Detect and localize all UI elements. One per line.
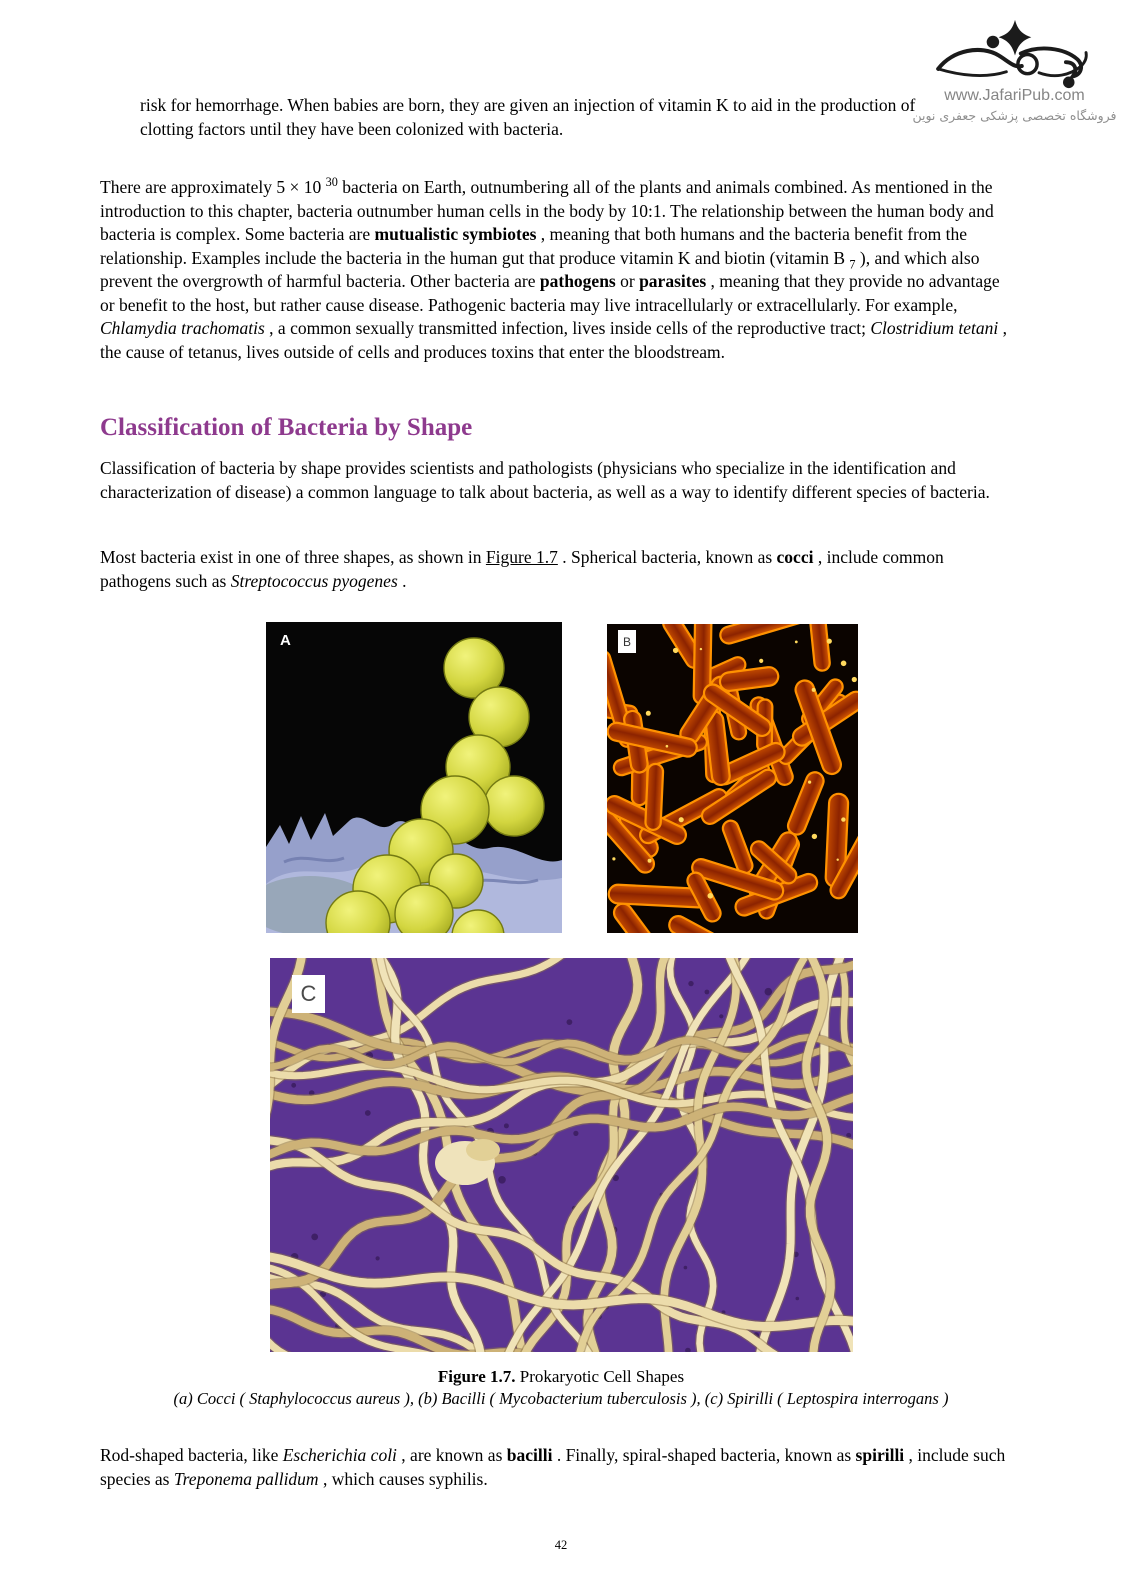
- jafaripub-calligraphy-logo: [931, 18, 1099, 90]
- text-run: bacteria on Earth, outnumbering all of the plants and animals combined. As mentioned in the introduction to this chapter, bacteria outnumber human cells in the body by 10:1. The relationship between the human body and bacteria is complex. Some bacteria are: [100, 177, 994, 244]
- text-run: or: [615, 271, 640, 291]
- superscript-exponent: 30: [325, 175, 338, 190]
- paragraph-bacteria-overview: [100, 176, 1016, 364]
- term-bacilli: bacilli: [506, 1445, 553, 1465]
- text-run: Rod-shaped bacteria, like: [100, 1445, 283, 1465]
- paragraph-three-shapes: [100, 546, 1016, 593]
- figure-caption: [0, 1367, 1122, 1387]
- text-run: There are approximately 5 × 10: [100, 177, 326, 197]
- species-streptococcus-pyogenes: Streptococcus pyogenes: [230, 570, 398, 591]
- paragraph-vitamin-k: [140, 94, 918, 141]
- text-run: , include common pathogens such as: [100, 547, 944, 591]
- term-cocci: cocci: [776, 547, 814, 567]
- term-spirilli: spirilli: [855, 1445, 905, 1465]
- publisher-url: www.JafariPub.com: [944, 87, 1085, 104]
- spirilli-micrograph-image: [270, 958, 853, 1352]
- paragraph-classification-rationale: [100, 457, 1016, 504]
- bacilli-micrograph-image: [607, 624, 858, 933]
- text-run: , are known as: [396, 1445, 507, 1465]
- figure-caption-lead: Figure 1.7.: [437, 1367, 516, 1386]
- text-run: . Finally, spiral-shaped bacteria, known as: [552, 1445, 856, 1465]
- figure-a-label: A: [280, 632, 291, 649]
- species-escherichia-coli: Escherichia coli: [282, 1445, 397, 1465]
- text-run: , which causes syphilis.: [318, 1468, 488, 1489]
- species-clostridium-tetani: Clostridium tetani: [870, 318, 999, 338]
- section-heading-classification: Classification of Bacteria by Shape: [100, 414, 473, 441]
- cocci-micrograph: [266, 622, 562, 933]
- species-chlamydia-trachomatis: Chlamydia trachomatis: [100, 318, 265, 338]
- text-run: .: [397, 570, 407, 591]
- text-run: Classification of bacteria by shape provides scientists and pathologists (physicians who specialize in the identification and characterization of disease) a common language to talk about bacteria, as well as a way to identify different species of bacteria.: [100, 458, 990, 502]
- text-run: , meaning that both humans and the bacteria benefit from the relationship. Examples include the bacteria in the human gut that produce vitamin K and biotin (vitamin B: [100, 224, 967, 268]
- publisher-logo-block: [912, 18, 1117, 123]
- page-number: 42: [554, 1538, 568, 1552]
- term-pathogens: pathogens: [539, 271, 616, 291]
- figure-c-label: C: [292, 975, 325, 1013]
- text-run: risk for hemorrhage. When babies are born, they are given an injection of vitamin K to aid in the production of clotting factors until they have been colonized with bacteria.: [140, 95, 916, 139]
- text-run: , include such species as: [100, 1445, 1006, 1489]
- text-run: , the cause of tetanus, lives outside of cells and produces toxins that enter the bloodstream.: [100, 318, 1007, 362]
- text-run: ), and which also prevent the overgrowth of harmful bacteria. Other bacteria are: [100, 247, 980, 291]
- publisher-tagline: فروشگاه تخصصی پزشکی جعفری نوین: [912, 108, 1117, 123]
- text-run: , a common sexually transmitted infection, lives inside cells of the reproductive tract;: [264, 318, 871, 338]
- figure-b-label: B: [618, 630, 636, 653]
- paragraph-bacilli-spirilli: [100, 1444, 1016, 1491]
- spirilli-micrograph: [270, 958, 853, 1352]
- figure-1-7-link[interactable]: Figure 1.7: [485, 547, 558, 567]
- species-treponema-pallidum: Treponema pallidum: [173, 1468, 319, 1489]
- bacilli-micrograph: [607, 624, 858, 933]
- term-parasites: parasites: [639, 271, 707, 291]
- text-run: Most bacteria exist in one of three shapes, as shown in: [100, 547, 486, 567]
- cocci-micrograph-image: [266, 622, 562, 933]
- term-mutualistic-symbiotes: mutualistic symbiotes: [374, 224, 537, 244]
- figure-caption-title: Prokaryotic Cell Shapes: [515, 1367, 685, 1386]
- subscript-vitamin-b7: 7: [849, 257, 856, 271]
- text-run: , meaning that they provide no advantage or benefit to the host, but rather cause disease. Pathogenic bacteria may live intracellularly or extracellularly. For example,: [100, 271, 1000, 315]
- text-run: . Spherical bacteria, known as: [557, 547, 777, 567]
- figure-caption-detail: (a) Cocci ( Staphylococcus aureus ), (b) Bacilli ( Mycobacterium tuberculosis ), (c) Spirilli ( Leptospira interrogans ): [173, 1389, 949, 1408]
